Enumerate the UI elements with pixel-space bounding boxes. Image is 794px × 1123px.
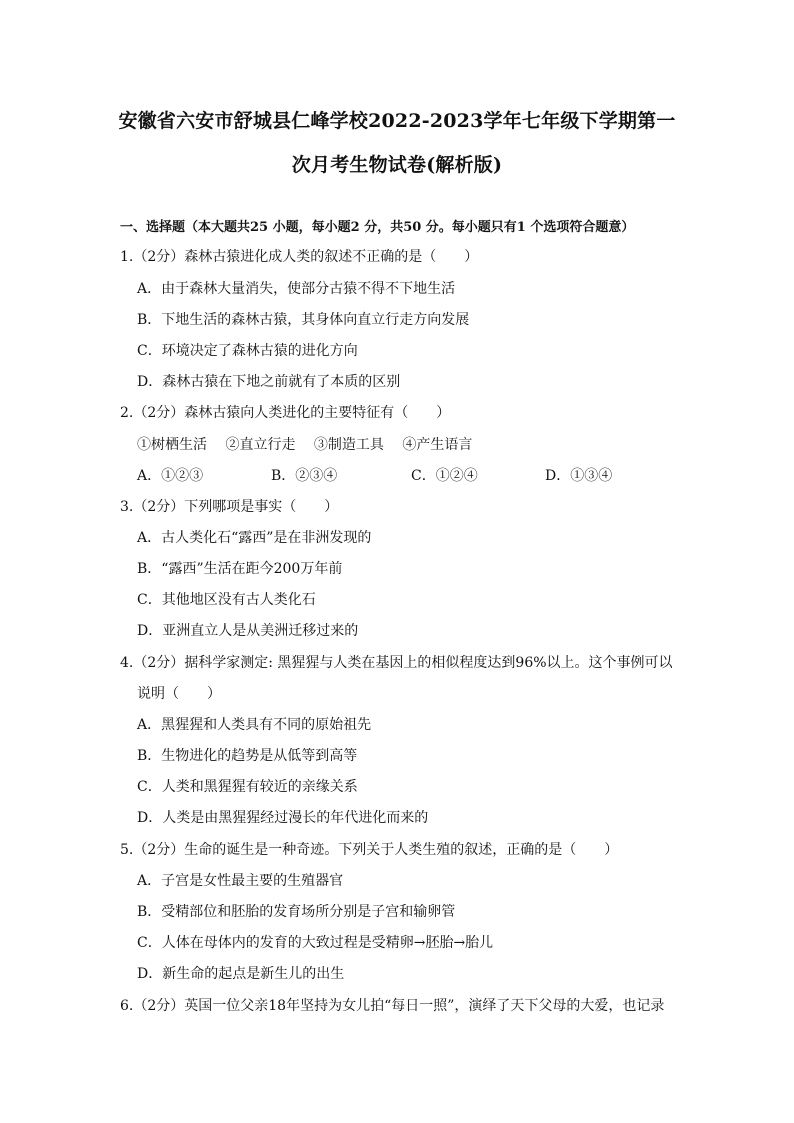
- question-4-option-c: C．人类和黑猩猩有较近的亲缘关系: [137, 779, 358, 795]
- question-1-option-a: A．由于森林大量消失，使部分古猿不得不下地生活: [137, 281, 456, 297]
- question-5-stem: 5.（2分）生命的诞生是一种奇迹。下列关于人类生殖的叙述，正确的是（ ）: [120, 842, 619, 858]
- question-1-stem: 1.（2分）森林古猿进化成人类的叙述不正确的是（ ）: [120, 249, 479, 265]
- question-2-option-b: B．②③④: [271, 468, 338, 484]
- question-5-option-a: A．子宫是女性最主要的生殖器官: [137, 873, 344, 889]
- question-6-stem: 6.（2分）英国一位父亲18年坚持为女儿拍“每日一照”，演绎了天下父母的大爱，也记录: [120, 998, 665, 1014]
- question-3-stem: 3.（2分）下列哪项是事实（ ）: [120, 499, 339, 515]
- question-3-option-d: D．亚洲直立人是从美洲迁移过来的: [137, 623, 359, 639]
- question-2-option-c: C．①②④: [411, 468, 478, 484]
- question-4-option-d: D．人类是由黑猩猩经过漫长的年代进化而来的: [137, 810, 429, 826]
- question-3-option-c: C．其他地区没有古人类化石: [137, 592, 316, 608]
- question-1-option-d: D．森林古猿在下地之前就有了本质的区别: [137, 374, 401, 390]
- question-4-option-b: B．生物进化的趋势是从低等到高等: [137, 748, 358, 764]
- question-2-option-a: A．①②③: [137, 468, 204, 484]
- question-5-option-b: B．受精部位和胚胎的发育场所分别是子宫和输卵管: [137, 904, 456, 920]
- question-3-option-a: A．古人类化石“露西”是在非洲发现的: [137, 530, 372, 546]
- question-2-items: ①树栖生活 ②直立行走 ③制造工具 ④产生语言: [137, 437, 473, 453]
- question-4-stem: 4.（2分）据科学家测定: 黑猩猩与人类在基因上的相似程度达到96%以上。这个事例可以: [120, 655, 673, 671]
- question-1-option-b: B．下地生活的森林古猿，其身体向直立行走方向发展: [137, 312, 470, 328]
- section-heading: 一、选择题（本大题共25 小题，每小题2 分，共50 分。每小题只有1 个选项符合题意）: [120, 220, 635, 235]
- question-4-option-a: A．黑猩猩和人类具有不同的原始祖先: [137, 717, 372, 733]
- question-5-option-d: D．新生命的起点是新生儿的出生: [137, 966, 345, 982]
- question-3-option-b: B．“露西”生活在距今200万年前: [137, 561, 343, 577]
- document-title-line-2: 次月考生物试卷(解析版): [291, 154, 503, 176]
- question-2-option-d: D．①③④: [545, 468, 613, 484]
- document-title-line-1: 安徽省六安市舒城县仁峰学校2022-2023学年七年级下学期第一: [118, 110, 676, 132]
- question-2-stem: 2.（2分）森林古猿向人类进化的主要特征有（ ）: [120, 405, 451, 421]
- question-5-option-c: C．人体在母体内的发育的大致过程是受精卵→胚胎→胎儿: [137, 935, 494, 951]
- question-2-options: [137, 466, 697, 486]
- question-1-option-c: C．环境决定了森林古猿的进化方向: [137, 343, 358, 359]
- question-4-stem-continued: 说明（ ）: [137, 686, 221, 702]
